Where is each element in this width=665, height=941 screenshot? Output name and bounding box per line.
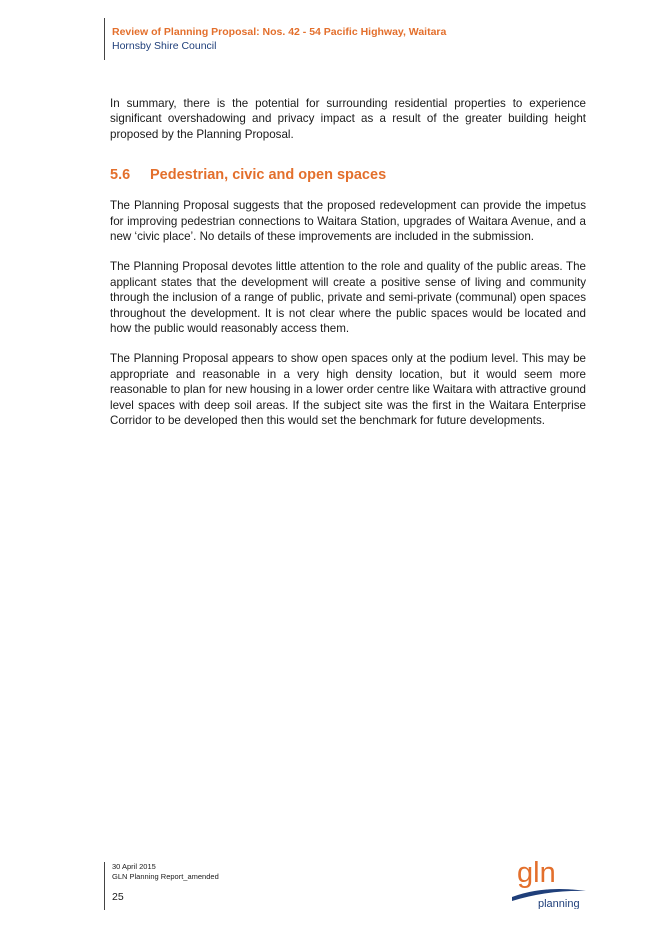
page-header xyxy=(104,18,446,60)
logo-brand-text: gln xyxy=(517,857,556,889)
gln-logo xyxy=(508,857,588,909)
body-paragraph: The Planning Proposal devotes little attention to the role and quality of the public areas. The applicant states that the development will create a positive sense of living and community through the inclusion of a range of public, private and semi-private (communal) open spaces throughout the development. It is not clear where the public spaces would be located and how the public would reasonably access them. xyxy=(110,260,586,336)
section-title: Pedestrian, civic and open spaces xyxy=(150,167,387,184)
document-body xyxy=(110,96,586,444)
section-heading xyxy=(110,166,586,184)
header-title: Review of Planning Proposal: Nos. 42 - 54 Pacific Highway, Waitara xyxy=(112,26,447,38)
body-paragraph: The Planning Proposal appears to show open spaces only at the podium level. This may be appropriate and reasonable in a very high density location, but it would seem more reasonable to plan for new housing in a lower order centre like Waitara with attractive ground level spaces with deep soil areas. If the subject site was the first in the Waitara Enterprise Corridor to be developed then this would set the benchmark for future developments. xyxy=(110,352,586,428)
page-number: 25 xyxy=(112,891,124,903)
intro-paragraph: In summary, there is the potential for surrounding residential properties to experience significant overshadowing and privacy impact as a result of the greater building height proposed by the Planning Proposal. xyxy=(110,97,586,141)
section-number: 5.6 xyxy=(110,167,131,184)
header-subtitle: Hornsby Shire Council xyxy=(112,40,217,52)
logo-tagline: planning xyxy=(538,898,580,909)
body-paragraph: The Planning Proposal suggests that the proposed redevelopment can provide the impetus for improving pedestrian connections to Waitara Station, upgrades of Waitara Avenue, and a new ‘civic place’. No details of these improvements are included in the submission. xyxy=(110,199,586,244)
footer-report-name: GLN Planning Report_amended xyxy=(112,872,219,881)
page-footer xyxy=(104,862,219,910)
footer-date: 30 April 2015 xyxy=(112,862,156,871)
